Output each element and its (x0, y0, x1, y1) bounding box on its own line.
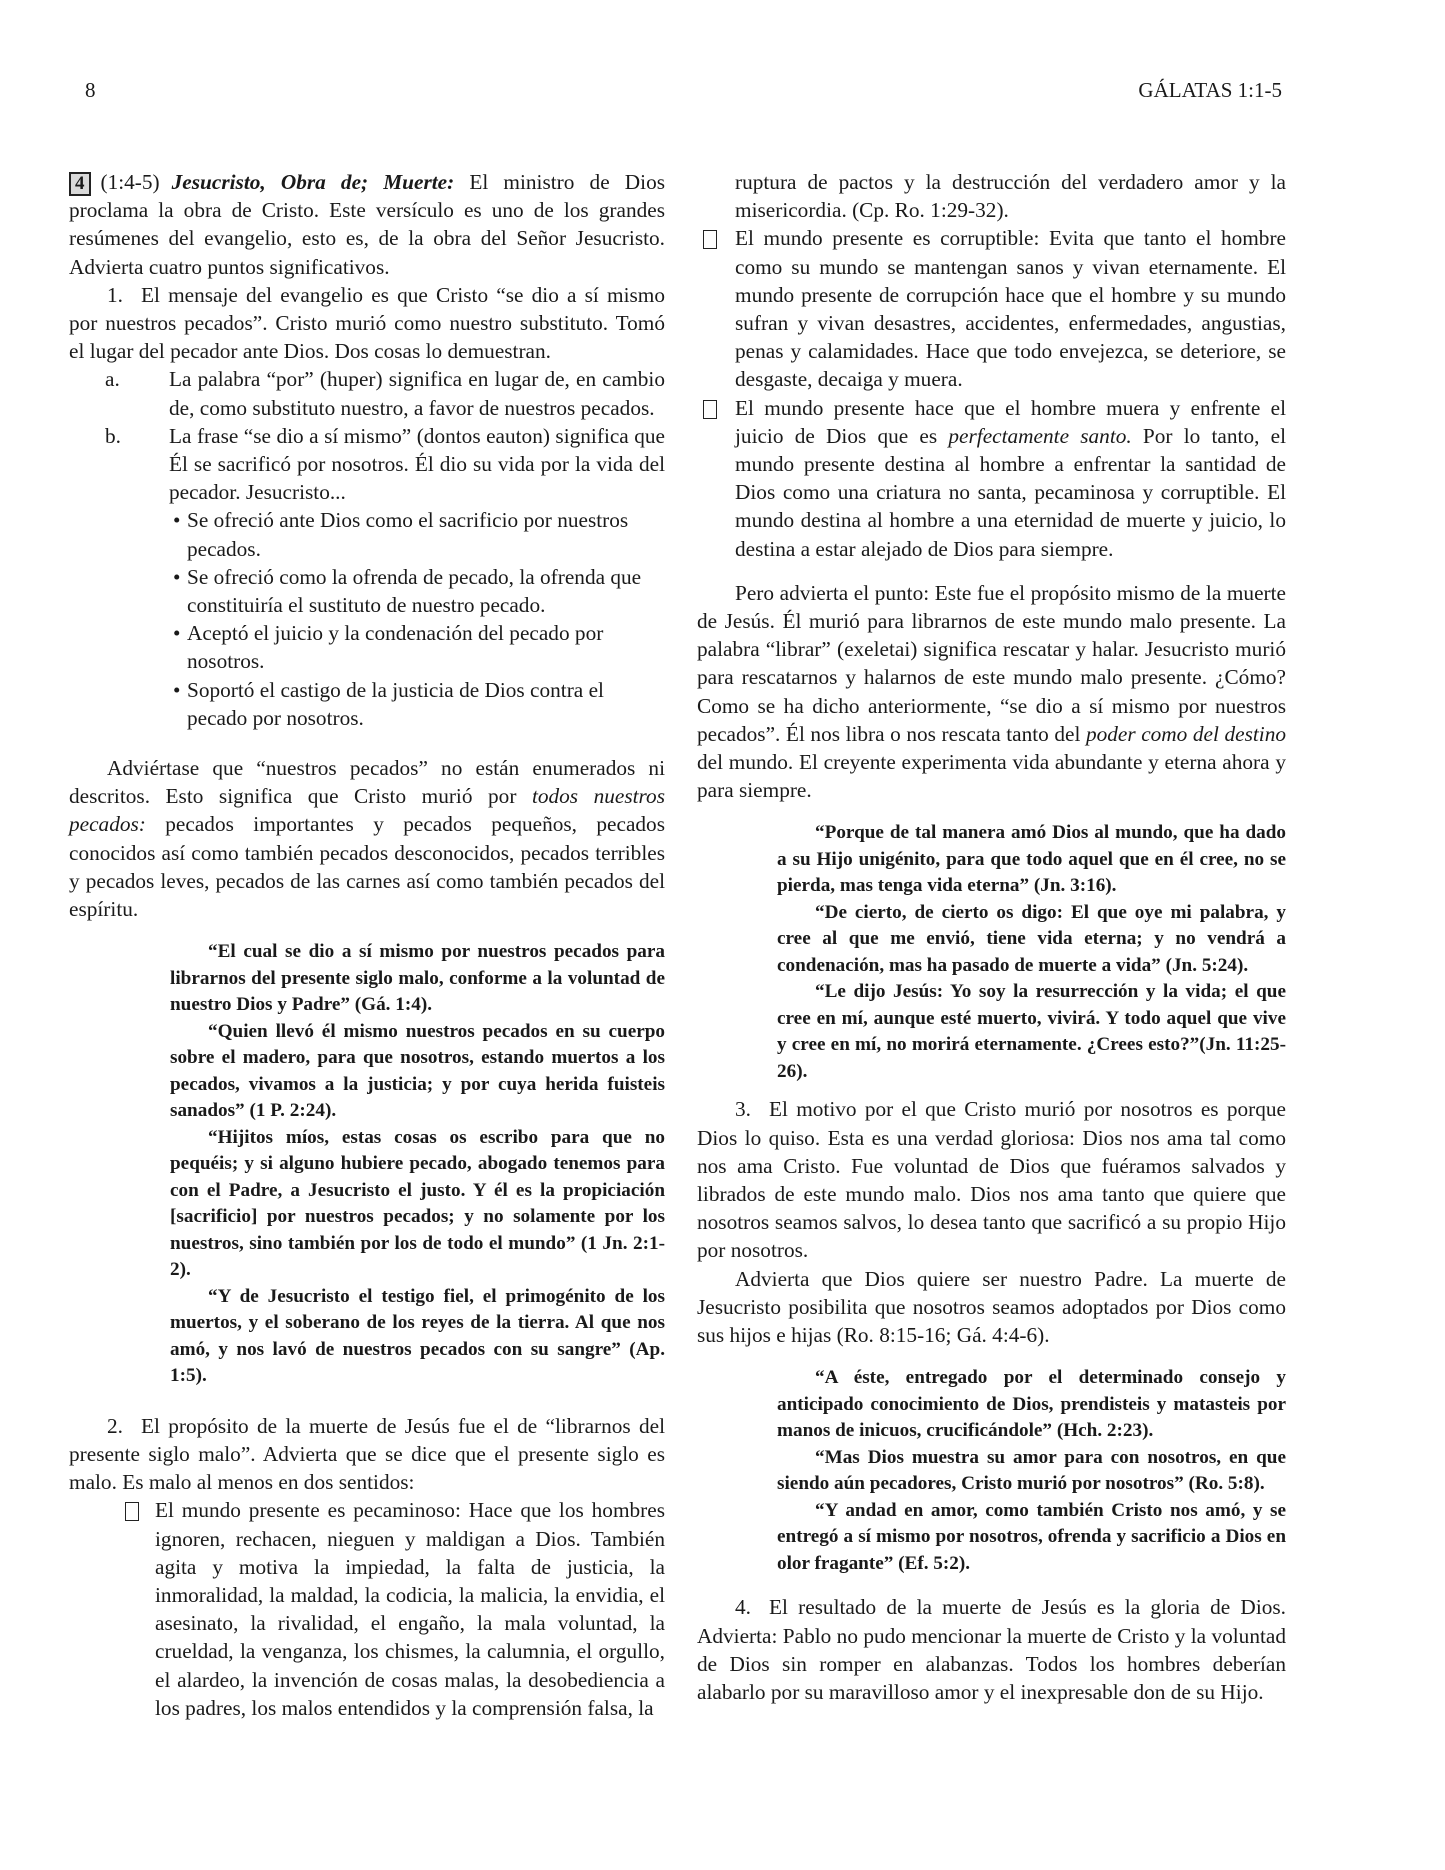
box-item-continued (697, 168, 1286, 224)
point-3-label: 3. (735, 1097, 751, 1122)
point-2 (69, 1412, 665, 1497)
box-item (697, 224, 1286, 393)
point-4-text: El resultado de la muerte de Jesús es la gloria de Dios. Advierta: Pablo no pudo mencionar la muerte de Cristo y la voluntad de Dios sin romper en alabanzas. Todos los hombres deberían alabarlo por su maravilloso amor y el inexpresable don de su Hijo. (697, 1595, 1286, 1704)
point-1-text: El mensaje del evangelio es que Cristo “se dio a sí mismo por nuestros pecados”. Cristo murió como nuestro substituto. Tomó el lugar del pecador ante Dios. Dos cosas lo demuestran. (69, 282, 665, 364)
scripture-quote: “Y andad en amor, como también Cristo nos amó, y se entregó a sí mismo por nosotros, ofrenda y sacrificio a Dios en olor fragante” (Ef. 5:2). (777, 1499, 1286, 1574)
checkbox-glyph-icon (703, 230, 717, 249)
scripture-quote: “Le dijo Jesús: Yo soy la resurrección y la vida; el que cree en mí, aunque esté muerto, vivirá. Y todo aquel que vive y cree en mí, no morirá eternamente. ¿Crees esto?”(Jn. 11:25-26). (777, 981, 1286, 1082)
point-2-label: 2. (107, 1413, 123, 1438)
note-emphasis: poder como del destino (1085, 721, 1287, 746)
bullet-icon: • (173, 564, 181, 589)
box-item-text: El mundo presente es corruptible: Evita que tanto el hombre como su mundo se mantengan sanos y vivan eternamente. El mundo presente de corrupción hace que el hombre y su mundo sufran y vivan desastres, accidentes, enfermedades, angustias, penas y calamidades. Hace que todo envejezca, se deteriore, se desgaste, decaiga y muera. (735, 226, 1286, 392)
point-4 (697, 1593, 1286, 1706)
bullet-icon: • (173, 677, 181, 702)
bullet-item (69, 619, 665, 675)
sub-item-a (69, 365, 665, 421)
scripture-quote: “Porque de tal manera amó Dios al mundo, que ha dado a su Hijo unigénito, para que todo aquel que en él cree, no se pierda, mas tenga vida eterna” (Jn. 3:16). (777, 822, 1286, 897)
bullet-text: Aceptó el juicio y la condenación del pecado por nosotros. (187, 621, 604, 674)
point-4-label: 4. (735, 1595, 751, 1620)
point-3-note: Advierta que Dios quiere ser nuestro Padre. La muerte de Jesucristo posibilita que nosotros seamos adoptados por Dios como sus hijos e hijas (Ro. 8:15-16; Gá. 4:4-6). (697, 1266, 1286, 1348)
note-text: Pero advierta el punto: Este fue el propósito mismo de la muerte de Jesús. Él murió para librarnos de este mundo malo presente. La palabra “librar” (exeletai) significa rescatar y halar. Jesucristo murió para rescatarnos y halarnos de este mundo malo presente. ¿Cómo? Como se ha dicho anteriormente, “se dio a sí mismo por nuestros pecados”. Él nos libra o nos rescata tanto del (697, 580, 1286, 746)
note-text: Adviértase que “nuestros pecados” no están enumerados ni descritos. Esto significa que Cristo murió por (69, 756, 665, 809)
intro-text: El ministro de Dios proclama la obra de Cristo. Este versículo es uno de los grandes resúmenes del evangelio, esto es, de la obra del Señor Jesucristo. Advierta cuatro puntos significativos. (69, 170, 666, 279)
section-number-box: 4 (69, 172, 91, 196)
scripture-quote: “Hijitos míos, estas cosas os escribo para que no pequéis; y si alguno hubiere pecado, abogado tenemos para con el Padre, a Jesucristo el justo. Y él es la propiciación [sacrificio] por nuestros pecados; y no solamente por los nuestros, sino también por los de todo el mundo” (1 Jn. 2:1-2). (170, 1126, 665, 1281)
scripture-quotes (170, 939, 665, 1390)
scripture-quote: “El cual se dio a sí mismo por nuestros pecados para librarnos del presente siglo malo, conforme a la voluntad de nuestro Dios y Padre” (Gá. 1:4). (170, 941, 665, 1016)
point-2-text: El propósito de la muerte de Jesús fue el de “librarnos del presente siglo malo”. Advierta que se dice que el presente siglo es malo. Es malo al menos en dos sentidos: (69, 1413, 665, 1495)
point-3 (697, 1095, 1286, 1264)
bullet-text: Se ofreció como la ofrenda de pecado, la ofrenda que constituiría el sustituto de nuestro pecado. (187, 564, 642, 618)
bullet-icon: • (173, 621, 181, 646)
verse-reference: (1:4-5) (100, 170, 160, 194)
note-text: pecados importantes y pecados pequeños, pecados conocidos así como también pecados desconocidos, pecados terribles y pecados leves, pecados de las carnes así como también pecados del espíritu. (69, 812, 665, 922)
right-column (697, 168, 1286, 1706)
sub-item-text: La frase “se dio a sí mismo” (dontos eauton) significa que Él se sacrificó por nosotros. Él dio su vida por la vida del pecador. Jesucristo... (169, 423, 665, 505)
bullet-item (69, 676, 665, 732)
box-item-text (735, 394, 1286, 563)
section-intro (69, 168, 665, 281)
note-emphasis: todos nuestros pecados: (69, 784, 665, 837)
bullet-text: Soportó el castigo de la justicia de Dios contra el pecado por nosotros. (187, 677, 604, 730)
section-heading: Jesucristo, Obra de; Muerte: (171, 170, 455, 194)
box-item-text-part: El mundo presente hace que el hombre muera y enfrente el juicio de Dios que es (735, 395, 1286, 448)
checkbox-glyph-icon (703, 400, 717, 419)
scripture-quote: “Y de Jesucristo el testigo fiel, el primogénito de los muertos, y el soberano de los reyes de la tierra. Al que nos amó, y nos lavó de nuestros pecados con su sangre” (Ap. 1:5). (170, 1285, 665, 1387)
scripture-quote: “Quien llevó él mismo nuestros pecados en su cuerpo sobre el madero, para que nosotros, estando muertos a los pecados, vivamos a la justicia; y por cuya herida fuisteis sanados” (1 P. 2:24). (170, 1020, 665, 1122)
point-2-note (697, 579, 1286, 805)
box-item (697, 394, 1286, 563)
bullet-icon: • (173, 508, 181, 533)
box-item (69, 1496, 665, 1722)
scripture-quote: “Mas Dios muestra su amor para con nosotros, en que siendo aún pecadores, Cristo murió por nosotros” (Ro. 5:8). (777, 1446, 1286, 1495)
point-1-label: 1. (107, 282, 123, 307)
bullet-item (69, 506, 665, 562)
scripture-quote: “A éste, entregado por el determinado consejo y anticipado conocimiento de Dios, prendisteis y matasteis por manos de inicuos, crucificándole” (Hch. 2:23). (777, 1367, 1286, 1442)
sub-item-label: b. (105, 423, 121, 448)
scripture-quotes (777, 1365, 1286, 1577)
box-item-text: ruptura de pactos y la destrucción del verdadero amor y la misericordia. (Cp. Ro. 1:29-32). (735, 170, 1286, 223)
point-3-text: El motivo por el que Cristo murió por nosotros es porque Dios lo quiso. Esta es una verdad gloriosa: Dios nos ama tal como nos ama Cristo. Fue voluntad de Dios que fuéramos salvados y librados de este mundo malo. Dios nos ama tanto que quiere que nosotros seamos salvos, lo desea tanto que sacrificó a su propio Hijo por nosotros. (697, 1097, 1286, 1263)
point-1-note (69, 754, 665, 923)
box-item-text: El mundo presente es pecaminoso: Hace que los hombres ignoren, rechacen, nieguen y maldigan a Dios. También agita y motiva la impiedad, la falta de justicia, la inmoralidad, la maldad, la codicia, la malicia, la envidia, el asesinato, la rivalidad, el engaño, la mala voluntad, la crueldad, la venganza, los chismes, la calumnia, el orgullo, el alardeo, la invención de cosas malas, la desobediencia a los padres, los malos entendidos y la comprensión falsa, la (155, 1498, 665, 1720)
point-1 (69, 281, 665, 366)
bullet-text: Se ofreció ante Dios como el sacrificio por nuestros pecados. (187, 508, 629, 561)
scripture-quote: “De cierto, de cierto os digo: El que oye mi palabra, y cree al que me envió, tiene vida eterna; y no vendrá a condenación, mas ha pasado de muerte a vida” (Jn. 5:24). (777, 901, 1286, 976)
note-text: del mundo. El creyente experimenta vida abundante y eterna ahora y para siempre. (697, 750, 1286, 803)
running-title: GÁLATAS 1:1-5 (1138, 78, 1282, 102)
sub-item-label: a. (105, 367, 120, 392)
page-number: 8 (85, 78, 96, 102)
checkbox-glyph-icon (125, 1502, 139, 1521)
box-item-emphasis: perfectamente santo. (948, 423, 1132, 448)
left-column (69, 168, 665, 1722)
sub-item-text: La palabra “por” (huper) significa en lugar de, en cambio de, como substituto nuestro, a favor de nuestros pecados. (169, 367, 665, 420)
box-item-text-part: Por lo tanto, el mundo presente destina al hombre a enfrentar la santidad de Dios como una criatura no santa, pecaminosa y corruptible. El mundo destina al hombre a una eternidad de muerte y juicio, lo destina a estar alejado de Dios para siempre. (735, 423, 1286, 561)
bullet-item (69, 563, 665, 619)
sub-item-b (69, 422, 665, 507)
scripture-quotes (777, 820, 1286, 1085)
